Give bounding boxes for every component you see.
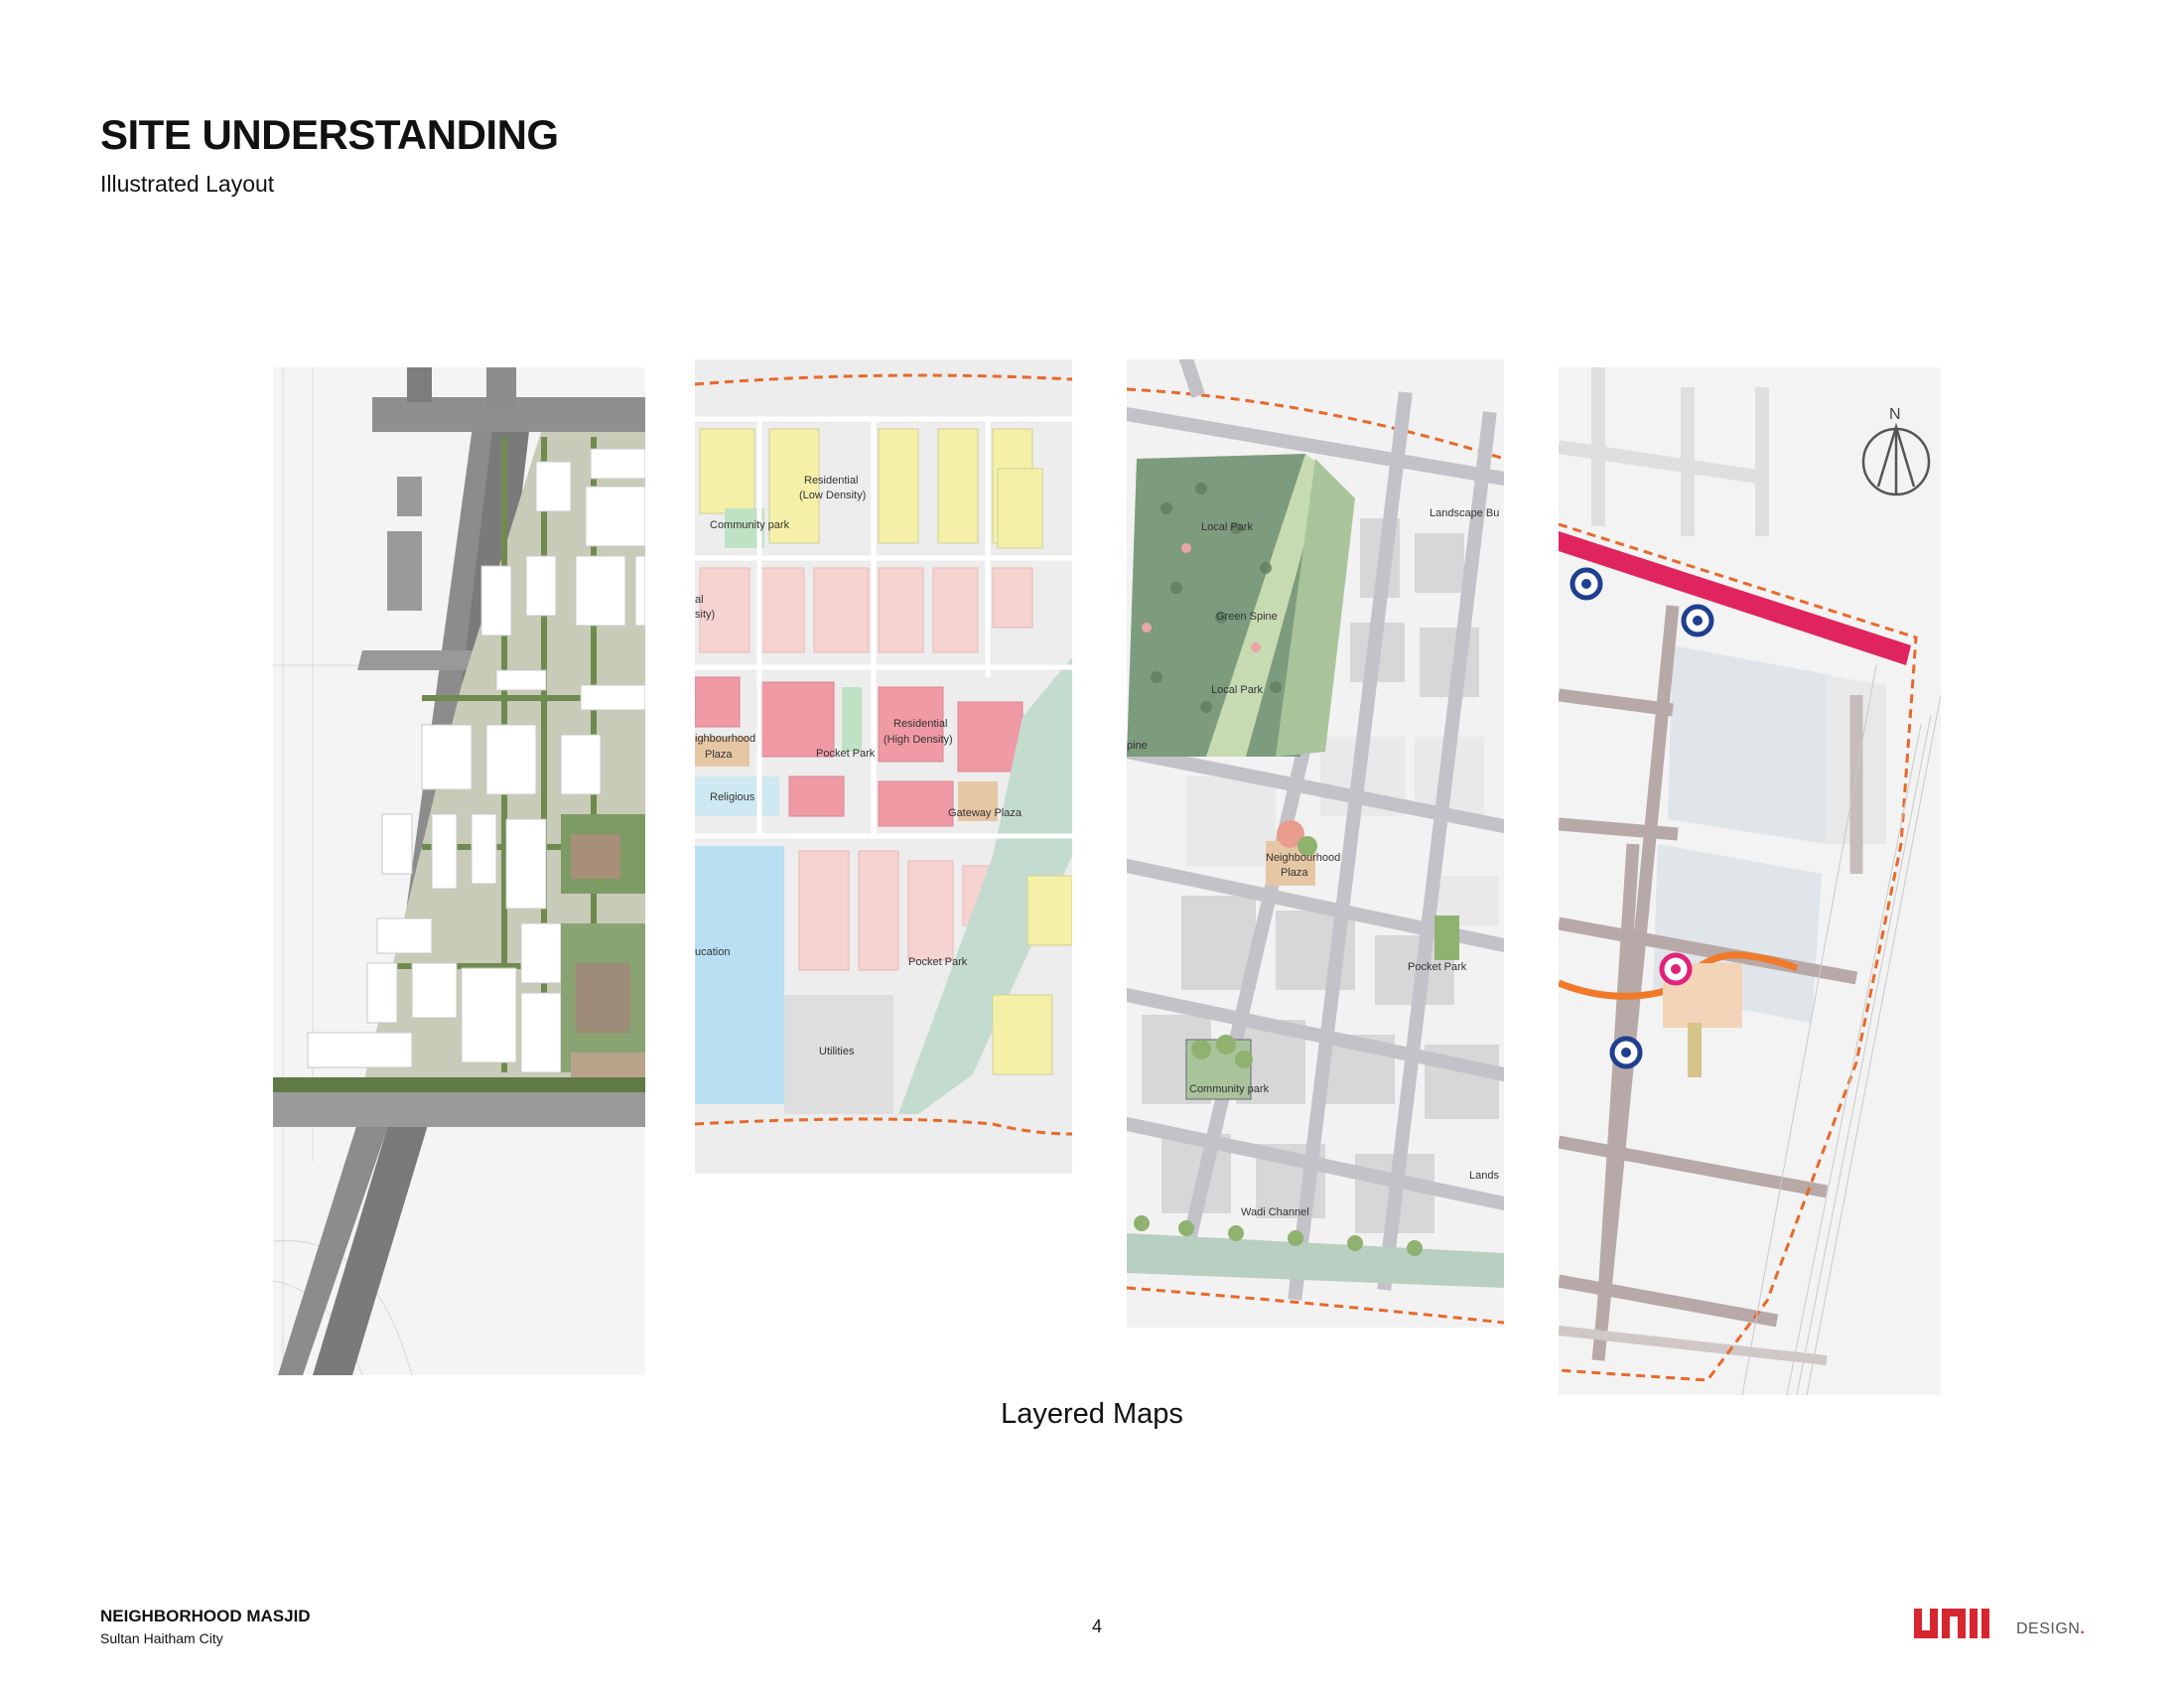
page-title: SITE UNDERSTANDING (100, 111, 559, 158)
map3-label: Local Park (1201, 521, 1253, 533)
map3-label: Local Park (1211, 684, 1263, 696)
map2-label: Pocket Park (908, 956, 968, 968)
map2-label: ucation (695, 946, 731, 958)
map3-label: Landscape Bu (1430, 507, 1500, 519)
map-land-use (695, 359, 1072, 1174)
map2-label: Community park (710, 519, 790, 531)
figure-caption: Layered Maps (1001, 1398, 1183, 1430)
map2-label: Utilities (819, 1046, 855, 1057)
map2-label: Plaza (705, 749, 733, 761)
map2-label: Residential (804, 475, 859, 487)
map2-label: (High Density) (884, 734, 953, 746)
footer-project-name: NEIGHBORHOOD MASJID (100, 1607, 311, 1625)
map3-label: Community park (1189, 1083, 1270, 1095)
map3-label: Pocket Park (1408, 961, 1467, 973)
logo-suffix: DESIGN. (2016, 1620, 2086, 1637)
map2-label: al (695, 594, 704, 606)
company-logo (1914, 1609, 2103, 1642)
map2-label: (Low Density) (799, 490, 867, 501)
map-illustrated-layout (273, 367, 645, 1375)
map2-label: sity) (695, 609, 716, 621)
north-label: N (1889, 406, 1901, 423)
map3-label: Wadi Channel (1241, 1206, 1309, 1218)
logo-mark-icon (1914, 1609, 2009, 1638)
map-movement (1559, 367, 1941, 1395)
map3-label: Neighbourhood (1266, 852, 1341, 864)
map2-label: Religious (710, 791, 755, 803)
page-subtitle: Illustrated Layout (100, 171, 275, 197)
map2-label: Pocket Park (816, 748, 876, 760)
map3-label: Plaza (1281, 867, 1308, 879)
footer-location: Sultan Haitham City (100, 1630, 223, 1646)
map-open-space (1127, 359, 1504, 1328)
map3-label: pine (1127, 740, 1148, 752)
map3-label: Lands (1469, 1170, 1499, 1182)
map2-label: ighbourhood (695, 733, 756, 745)
page-number: 4 (1091, 1617, 1102, 1636)
map3-label: Green Spine (1216, 611, 1278, 623)
map2-label: Gateway Plaza (948, 807, 1022, 819)
map2-label: Residential (893, 718, 948, 730)
